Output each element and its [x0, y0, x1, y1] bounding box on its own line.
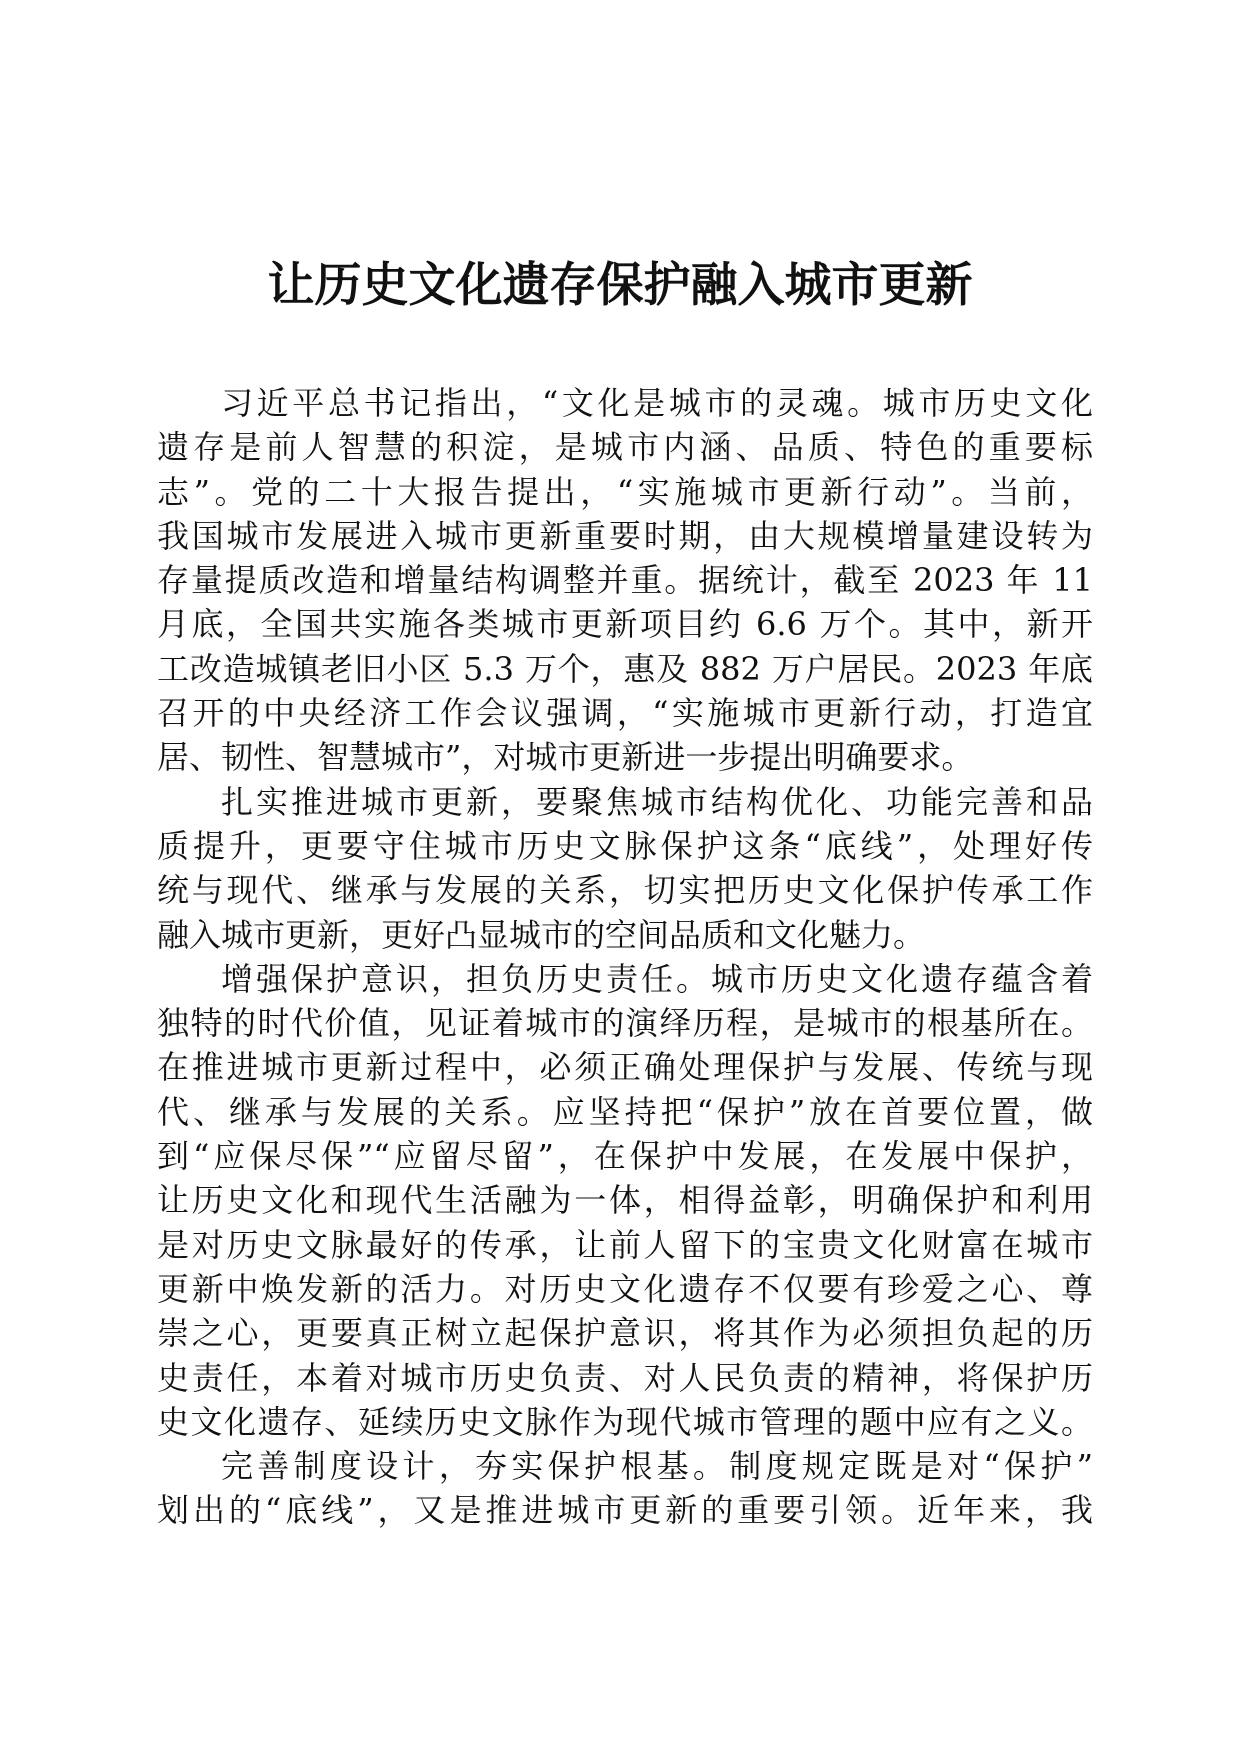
text-line: 代、继承与发展的关系。应坚持把“保护”放在首要位置，做: [157, 1092, 1093, 1131]
text-line: 独特的时代价值，见证着城市的演绎历程，是城市的根基所在。: [157, 1004, 1093, 1043]
text-line: 是对历史文脉最好的传承，让前人留下的宝贵文化财富在城市: [157, 1225, 1093, 1264]
text-line: 让历史文化和现代生活融为一体，相得益彰，明确保护和利用: [157, 1181, 1093, 1220]
text-line: 召开的中央经济工作会议强调，“实施城市更新行动，打造宜: [157, 694, 1093, 733]
text-line: 志”。党的二十大报告提出，“实施城市更新行动”。当前，: [157, 472, 1093, 511]
text-line: 完善制度设计，夯实保护根基。制度规定既是对“保护”: [221, 1447, 1093, 1486]
text-line: 统与现代、继承与发展的关系，切实把历史文化保护传承工作: [157, 871, 1093, 910]
text-line: 习近平总书记指出，“文化是城市的灵魂。城市历史文化: [221, 384, 1093, 422]
text-line: 史责任，本着对城市历史负责、对人民负责的精神，将保护历: [157, 1358, 1093, 1397]
text-line: 月底，全国共实施各类城市更新项目约 6.6 万个。其中，新开: [157, 605, 1093, 644]
text-line: 居、韧性、智慧城市”，对城市更新进一步提出明确要求。: [157, 738, 974, 777]
text-line: 史文化遗存、延续历史文脉作为现代城市管理的题中应有之义。: [157, 1402, 1093, 1441]
text-line: 质提升，更要守住城市历史文脉保护这条“底线”，处理好传: [157, 826, 1093, 865]
document-body: [157, 381, 1093, 1533]
text-line: 遗存是前人智慧的积淀，是城市内涵、品质、特色的重要标: [157, 428, 1093, 467]
text-line: 到“应保尽保”“应留尽留”，在保护中发展，在发展中保护，: [157, 1137, 1093, 1176]
text-line: 在推进城市更新过程中，必须正确处理保护与发展、传统与现: [157, 1048, 1093, 1087]
text-line: 工改造城镇老旧小区 5.3 万个，惠及 882 万户居民。2023 年底: [157, 649, 1093, 688]
text-line: 增强保护意识，担负历史责任。城市历史文化遗存蕴含着: [221, 959, 1093, 998]
text-line: 更新中焕发新的活力。对历史文化遗存不仅要有珍爱之心、尊: [157, 1269, 1093, 1308]
text-line: 崇之心，更要真正树立起保护意识，将其作为必须担负起的历: [157, 1314, 1093, 1353]
text-line: 划出的“底线”，又是推进城市更新的重要引领。近年来，我: [157, 1491, 1093, 1530]
text-line: 扎实推进城市更新，要聚焦城市结构优化、功能完善和品: [221, 782, 1093, 821]
text-line: 我国城市发展进入城市更新重要时期，由大规模增量建设转为: [157, 516, 1093, 555]
document-title: 让历史文化遗存保护融入城市更新: [267, 258, 973, 313]
text-line: 融入城市更新，更好凸显城市的空间品质和文化魅力。: [157, 915, 926, 954]
text-line: 存量提质改造和增量结构调整并重。据统计，截至 2023 年 11: [157, 561, 1093, 600]
